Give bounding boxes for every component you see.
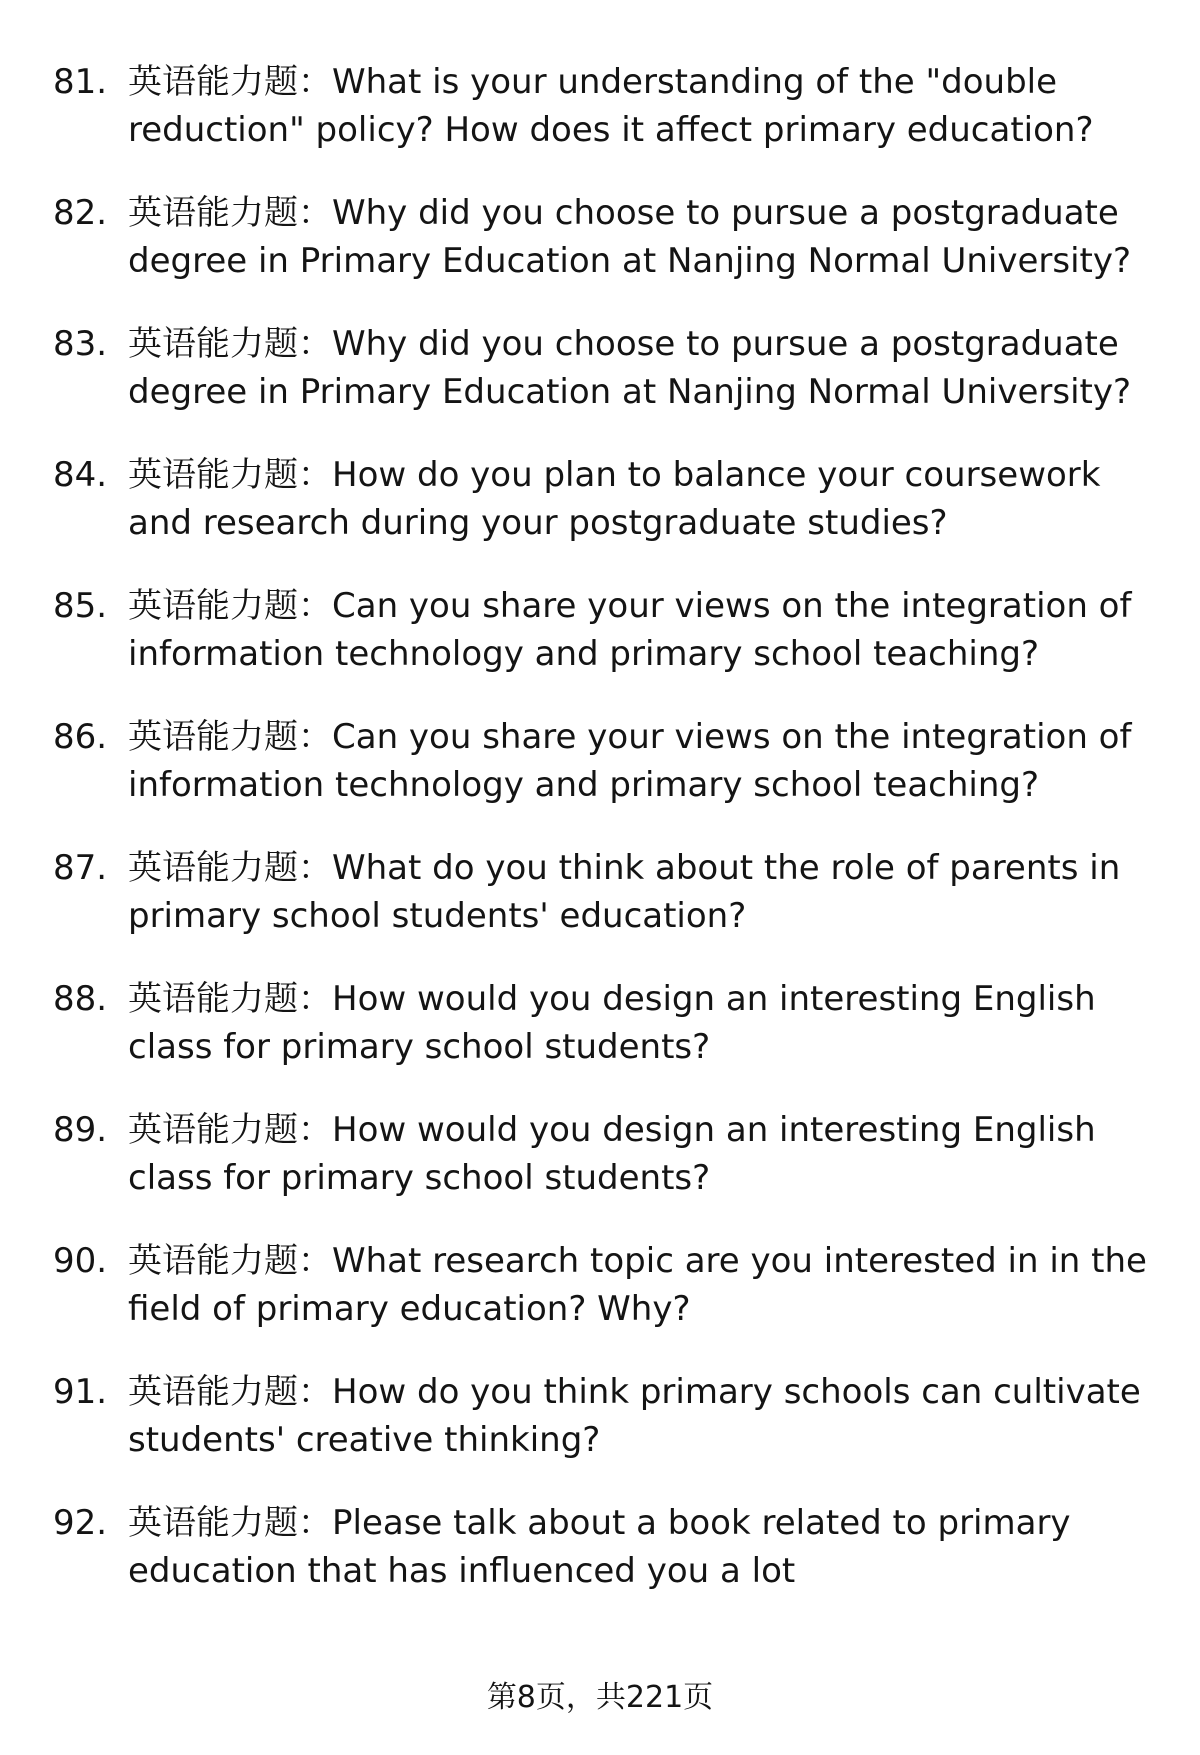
question-body: What is your understanding of the "double reduction" policy? How does it affect primary education? <box>128 62 1094 150</box>
question-item <box>53 582 1163 678</box>
question-list <box>53 58 1163 1630</box>
question-body: How do you think primary schools can cultivate students' creative thinking? <box>128 1372 1141 1460</box>
question-text <box>128 189 1163 285</box>
question-prefix: 英语能力题： <box>128 717 332 757</box>
question-number: 84. <box>53 455 108 495</box>
question-number: 90. <box>53 1241 108 1281</box>
question-text <box>128 320 1163 416</box>
question-number: 81. <box>53 62 108 102</box>
question-prefix: 英语能力题： <box>128 1372 332 1412</box>
question-body: How would you design an interesting English class for primary school students? <box>128 979 1096 1067</box>
question-number: 92. <box>53 1503 108 1543</box>
question-text <box>128 1368 1163 1464</box>
question-prefix: 英语能力题： <box>128 1241 332 1281</box>
question-prefix: 英语能力题： <box>128 455 332 495</box>
question-item <box>53 1499 1163 1595</box>
question-number: 82. <box>53 193 108 233</box>
question-prefix: 英语能力题： <box>128 193 332 233</box>
page-footer: 第8页，共221页 <box>486 1680 714 1715</box>
question-prefix: 英语能力题： <box>128 62 332 102</box>
question-item <box>53 451 1163 547</box>
question-body: Why did you choose to pursue a postgraduate degree in Primary Education at Nanjing Normal University? <box>128 324 1132 412</box>
question-body: Why did you choose to pursue a postgraduate degree in Primary Education at Nanjing Normal University? <box>128 193 1132 281</box>
question-text <box>128 582 1163 678</box>
question-item <box>53 189 1163 285</box>
question-prefix: 英语能力题： <box>128 979 332 1019</box>
question-item <box>53 1237 1163 1333</box>
question-body: What do you think about the role of parents in primary school students' education? <box>128 848 1121 936</box>
question-body: How would you design an interesting English class for primary school students? <box>128 1110 1096 1198</box>
question-prefix: 英语能力题： <box>128 848 332 888</box>
question-text <box>128 1106 1163 1202</box>
question-body: Can you share your views on the integration of information technology and primary school teaching? <box>128 586 1132 674</box>
question-number: 88. <box>53 979 108 1019</box>
question-body: Can you share your views on the integration of information technology and primary school teaching? <box>128 717 1132 805</box>
question-item <box>53 1106 1163 1202</box>
question-text <box>128 713 1163 809</box>
question-number: 89. <box>53 1110 108 1150</box>
question-item <box>53 320 1163 416</box>
question-body: Please talk about a book related to primary education that has influenced you a lot <box>128 1503 1071 1591</box>
question-text <box>128 975 1163 1071</box>
question-body: How do you plan to balance your coursework and research during your postgraduate studies? <box>128 455 1101 543</box>
question-item <box>53 844 1163 940</box>
question-item <box>53 1368 1163 1464</box>
question-number: 91. <box>53 1372 108 1412</box>
question-number: 83. <box>53 324 108 364</box>
question-item <box>53 713 1163 809</box>
question-item <box>53 58 1163 154</box>
question-prefix: 英语能力题： <box>128 324 332 364</box>
question-text <box>128 58 1163 154</box>
question-text <box>128 1499 1163 1595</box>
question-number: 85. <box>53 586 108 626</box>
question-prefix: 英语能力题： <box>128 586 332 626</box>
question-body: What research topic are you interested in in the field of primary education? Why? <box>128 1241 1147 1329</box>
question-prefix: 英语能力题： <box>128 1503 332 1543</box>
question-number: 87. <box>53 848 108 888</box>
question-text <box>128 844 1163 940</box>
question-prefix: 英语能力题： <box>128 1110 332 1150</box>
question-text <box>128 1237 1163 1333</box>
question-text <box>128 451 1163 547</box>
question-number: 86. <box>53 717 108 757</box>
question-item <box>53 975 1163 1071</box>
